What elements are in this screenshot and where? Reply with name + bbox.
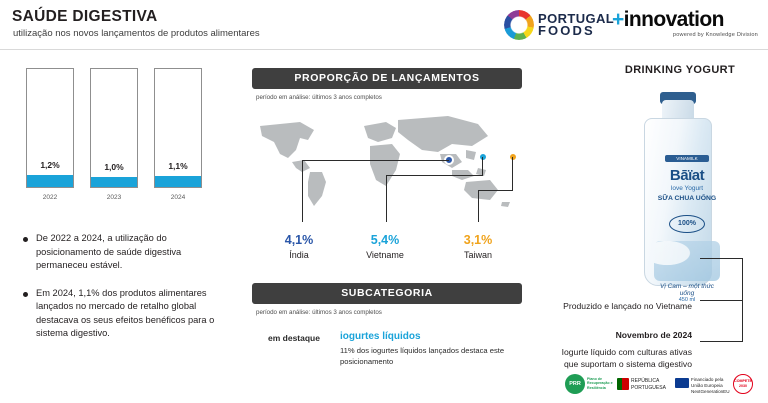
compete-line1: COMPETE — [734, 379, 752, 383]
list-item: De 2022 a 2024, a utilização do posicionamento de saúde digestiva permaneceu estável. — [20, 232, 230, 273]
highlight-body: 11% dos iogurtes líquidos lançados destaca este posicionamento — [340, 346, 505, 366]
republica-portuguesa-label — [631, 378, 666, 391]
callout-description: Iogurte líquido com culturas ativas que suportam o sistema digestivo — [561, 347, 692, 369]
innovation-logo — [612, 6, 760, 42]
highlight-label: em destaque — [268, 333, 320, 343]
subcategory-band: SUBCATEGORIA — [252, 283, 522, 304]
bar-label-2023: 2023 — [106, 194, 122, 201]
innovation-tagline: powered by Knowledge Division — [672, 32, 758, 38]
stat-value-vietname: 5,4% — [370, 233, 400, 247]
callout-origin: Produzido e lançado no Vietname — [563, 301, 692, 311]
product-title: DRINKING YOGURT — [624, 64, 736, 76]
page-header — [0, 0, 768, 50]
list-item: Em 2024, 1,1% dos produtos alimentares lançados no mercado de retalho global destacava os seus efeitos benéficos para o sistema digestivo. — [20, 287, 230, 341]
bottle-line3: SỮA CHUA UỐNG — [657, 195, 717, 202]
bar-value-2024: 1,1% — [168, 161, 188, 171]
portugal-foods-line1: PORTUGAL — [538, 11, 615, 26]
portugal-foods-logo — [504, 8, 615, 42]
yearly-bars-chart — [18, 68, 228, 218]
portugal-foods-wordmark — [538, 13, 614, 36]
bottle-line2: love Yogurt — [670, 185, 704, 192]
leader-line-taiwan-drop — [478, 190, 479, 222]
compete-line2: 2030 — [739, 384, 747, 388]
eu-flag-icon — [675, 378, 689, 388]
prr-icon: PRR — [565, 374, 585, 394]
page-subtitle: utilização nos novos lançamentos de produtos alimentares — [13, 28, 260, 39]
callout-line-top — [700, 258, 743, 259]
bottle-body — [644, 118, 717, 303]
republica-line1: REPÚBLICA — [631, 378, 660, 384]
eu-line1: Financiado pela — [691, 377, 724, 382]
bar-value-2022: 1,2% — [40, 160, 60, 170]
innovation-wordmark — [612, 8, 724, 32]
subcategory-note: período em análise: últimos 3 anos completos — [256, 309, 382, 316]
bottle-wave-graphic — [654, 241, 720, 281]
eu-funding-label — [691, 377, 730, 395]
insights-list — [20, 232, 230, 355]
proportion-band: PROPORÇÃO DE LANÇAMENTOS — [252, 68, 522, 89]
stat-label-india: Índia — [289, 250, 309, 260]
bar-fill — [155, 176, 201, 187]
prr-label: Plano de Recuperação e Resiliência — [587, 377, 613, 390]
bottle-brand-bar: VINAMILK — [665, 155, 709, 162]
leader-line-vietname-h — [386, 175, 483, 176]
stat-label-vietname: Vietname — [366, 250, 404, 260]
portugal-flag-icon — [617, 378, 629, 390]
funding-logos — [565, 372, 765, 400]
leader-line-india-v — [302, 160, 303, 222]
callout-line-bottom — [700, 341, 743, 342]
bar-outline — [26, 68, 74, 188]
bottle-brand: Bāïat — [669, 167, 705, 184]
eu-line2: União Europeia — [691, 383, 723, 388]
leader-line-taiwan-v — [512, 157, 513, 191]
portugal-foods-ring-icon — [504, 10, 534, 40]
highlight-title: iogurtes líquidos — [340, 331, 421, 342]
bar-label-2022: 2022 — [42, 194, 58, 201]
bottle-badge: 100% — [669, 215, 705, 233]
bottle-script-text: Vị Cam – một thức uống — [660, 283, 714, 297]
stat-label-taiwan: Taiwan — [463, 250, 492, 260]
leader-line-taiwan-h — [478, 190, 513, 191]
bar-label-2024: 2024 — [170, 194, 186, 201]
republica-line2: PORTUGUESA — [631, 384, 666, 391]
eu-line3: NextGenerationEU — [691, 389, 730, 394]
header-divider — [0, 49, 768, 50]
stat-value-india: 4,1% — [284, 233, 314, 247]
map-dot-vietname — [478, 152, 488, 162]
leader-line-india-h — [302, 160, 449, 161]
compete-2030-icon — [733, 374, 753, 394]
portugal-foods-line2: FOODS — [538, 22, 595, 38]
map-dot-taiwan — [508, 152, 518, 162]
bar-fill — [91, 177, 137, 187]
bar-value-2023: 1,0% — [104, 162, 124, 172]
leader-line-vietname-v — [386, 175, 387, 222]
callout-date: Novembro de 2024 — [615, 330, 692, 340]
innovation-plus-icon: + — [612, 8, 624, 31]
leader-line-vietname-drop — [482, 157, 483, 175]
proportion-note: período em análise: últimos 3 anos completos — [256, 94, 382, 101]
bottle-size: 450 ml — [678, 297, 696, 303]
stat-value-taiwan: 3,1% — [463, 233, 493, 247]
callout-line-mid — [700, 300, 743, 301]
bar-fill — [27, 175, 73, 187]
innovation-name: innovation — [623, 8, 724, 31]
page-title: SAÚDE DIGESTIVA — [12, 8, 158, 25]
